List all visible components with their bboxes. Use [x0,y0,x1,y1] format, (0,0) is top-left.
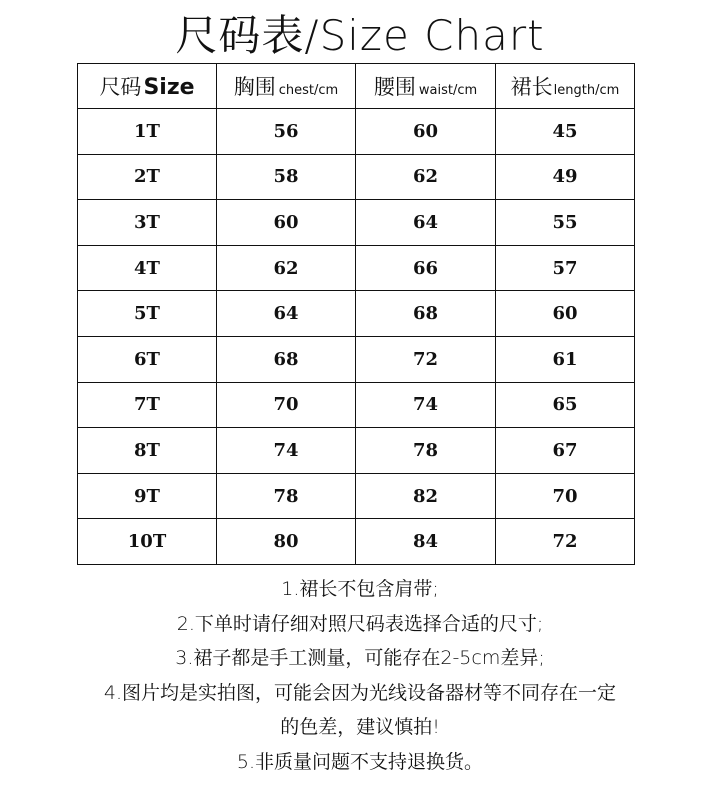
cell-size: 7T [78,382,217,428]
cell-length: 70 [496,473,635,519]
note-item: 4.图片均是实拍图，可能会因为光线设备器材等不同存在一定 [103,681,617,704]
header-waist [356,64,496,109]
table-row [78,336,635,382]
cell-length: 72 [496,519,635,565]
header-size-cn: 尺码 [99,75,142,99]
cell-length: 45 [496,109,635,155]
header-chest-cn: 胸围 [233,75,276,99]
cell-waist: 60 [356,109,496,155]
cell-chest: 74 [217,428,356,474]
header-waist-cn: 腰围 [373,75,416,99]
note-item-continued: 的色差，建议慎拍! [280,716,440,738]
size-chart-table [77,63,635,565]
cell-size: 10T [78,519,217,565]
note-item: 3.裙子都是手工测量，可能存在2-5cm差异; [175,647,545,669]
cell-chest: 70 [217,382,356,428]
table-row [78,200,635,246]
page-title: 尺码表/Size Chart [175,11,545,60]
cell-length: 49 [496,154,635,200]
table-row [78,291,635,337]
cell-chest: 64 [217,291,356,337]
header-size-en: Size [143,75,195,100]
table-row [78,245,635,291]
cell-size: 6T [78,336,217,382]
table-row [78,109,635,155]
table-header-row [78,64,635,109]
note-item: 2.下单时请仔细对照尺码表选择合适的尺寸; [176,612,544,635]
cell-length: 65 [496,382,635,428]
header-length [496,64,635,109]
cell-waist: 84 [356,519,496,565]
cell-waist: 74 [356,382,496,428]
cell-chest: 68 [217,336,356,382]
header-length-en: length/cm [553,83,620,98]
cell-waist: 78 [356,428,496,474]
cell-size: 5T [78,291,217,337]
header-length-cn: 裙长 [510,75,553,99]
cell-chest: 78 [217,473,356,519]
header-chest [217,64,356,109]
cell-waist: 72 [356,336,496,382]
cell-chest: 62 [217,245,356,291]
cell-size: 4T [78,245,217,291]
cell-waist: 66 [356,245,496,291]
table-row [78,519,635,565]
cell-chest: 80 [217,519,356,565]
table-row [78,473,635,519]
cell-length: 55 [496,200,635,246]
note-item: 1.裙长不包含肩带; [281,578,439,600]
header-waist-en: waist/cm [418,83,478,98]
table-row [78,382,635,428]
table-row [78,154,635,200]
cell-length: 67 [496,428,635,474]
header-size [78,64,217,109]
cell-size: 1T [78,109,217,155]
cell-size: 3T [78,200,217,246]
header-chest-en: chest/cm [278,83,339,98]
cell-waist: 64 [356,200,496,246]
table-row [78,428,635,474]
cell-waist: 62 [356,154,496,200]
cell-size: 8T [78,428,217,474]
notes-list [0,572,720,779]
cell-size: 9T [78,473,217,519]
cell-chest: 56 [217,109,356,155]
cell-chest: 60 [217,200,356,246]
cell-length: 61 [496,336,635,382]
cell-waist: 82 [356,473,496,519]
cell-length: 60 [496,291,635,337]
cell-length: 57 [496,245,635,291]
cell-waist: 68 [356,291,496,337]
cell-chest: 58 [217,154,356,200]
cell-size: 2T [78,154,217,200]
note-item: 5.非质量问题不支持退换货。 [236,750,484,773]
